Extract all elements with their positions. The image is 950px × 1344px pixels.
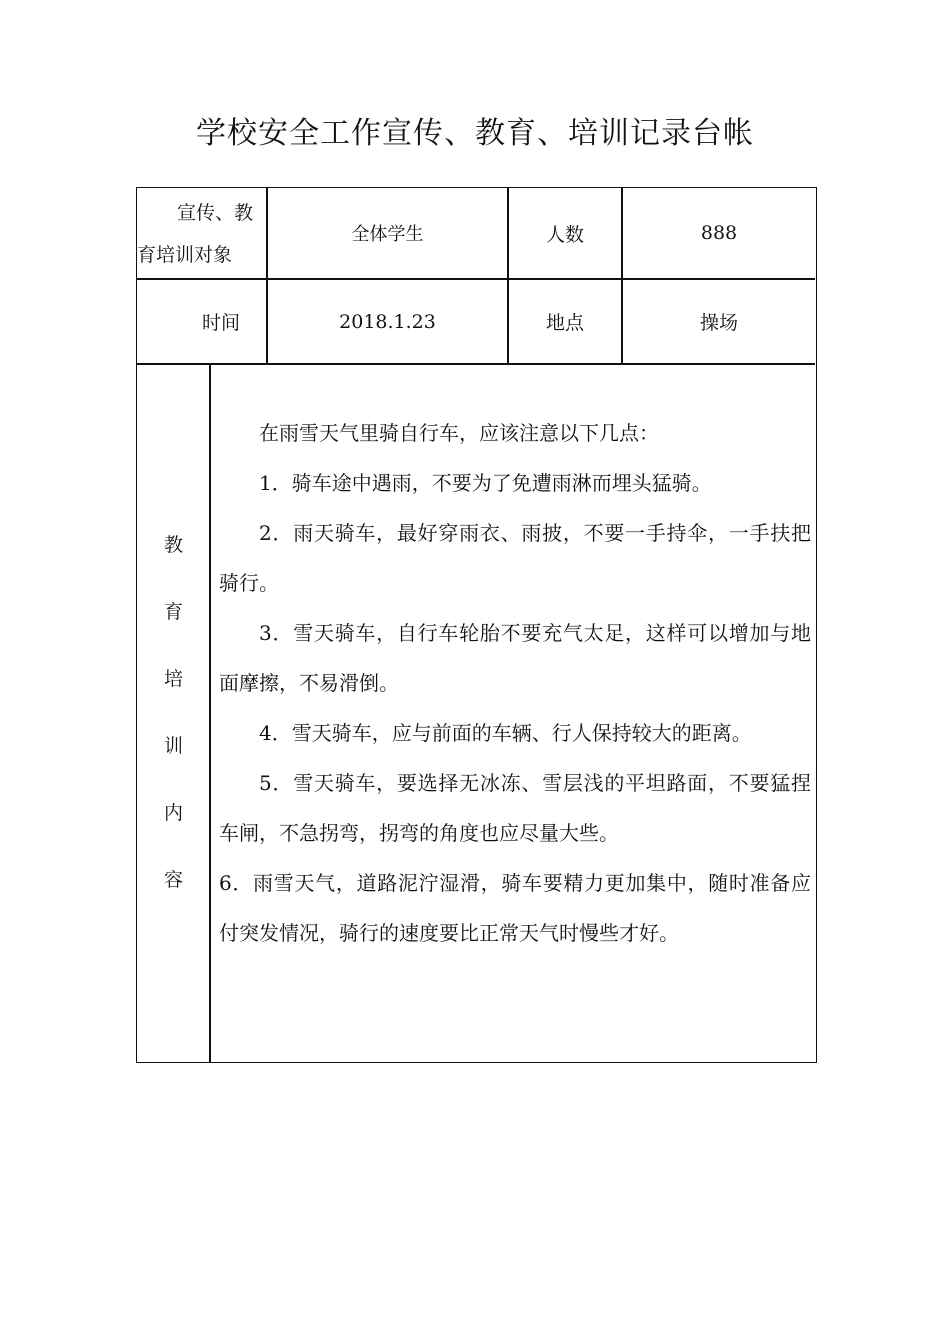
content-item: 5．雪天骑车，要选择无冰冻、雪层浅的平坦路面，不要猛捏车闸，不急拐弯，拐弯的角度也应尽量大些。: [219, 771, 811, 845]
content-label-char: 育: [163, 601, 183, 623]
content-item: 3．雪天骑车，自行车轮胎不要充气太足，这样可以增加与地面摩擦，不易滑倒。: [219, 621, 811, 695]
time-label: 时间: [201, 312, 240, 334]
training-content: [219, 408, 811, 958]
count-value: 888: [700, 222, 738, 244]
place-label: 地点: [545, 312, 584, 334]
content-item: 2．雨天骑车，最好穿雨衣、雨披，不要一手持伞，一手扶把骑行。: [219, 521, 811, 595]
content-item: 1．骑车途中遇雨，不要为了免遭雨淋而埋头猛骑。: [259, 471, 712, 495]
content-label-char: 培: [163, 668, 183, 690]
content-label-char: 训: [163, 735, 183, 757]
content-label-char: 容: [163, 869, 183, 891]
count-label: 人数: [545, 223, 584, 246]
subject-label-line2: 育培训对象: [137, 243, 233, 266]
row-divider-2: [137, 363, 815, 365]
subject-value: 全体学生: [351, 224, 424, 245]
time-value: 2018.1.23: [339, 310, 436, 333]
content-intro: 在雨雪天气里骑自行车，应该注意以下几点：: [259, 421, 659, 445]
content-item: 6．雨雪天气，道路泥泞湿滑，骑车要精力更加集中，随时准备应付突发情况，骑行的速度要比正常天气时慢些才好。: [219, 871, 811, 945]
subject-label-cell: [137, 188, 267, 279]
content-label: [137, 365, 210, 1064]
content-label-char: 内: [163, 802, 183, 824]
subject-label-line1: 宣传、教: [176, 201, 253, 224]
record-table: [136, 187, 817, 1063]
place-value: 操场: [699, 312, 738, 334]
document-title: 学校安全工作宣传、教育、培训记录台帐: [196, 116, 754, 151]
content-label-char: 教: [163, 534, 183, 556]
content-item: 4．雪天骑车，应与前面的车辆、行人保持较大的距离。: [259, 721, 752, 745]
